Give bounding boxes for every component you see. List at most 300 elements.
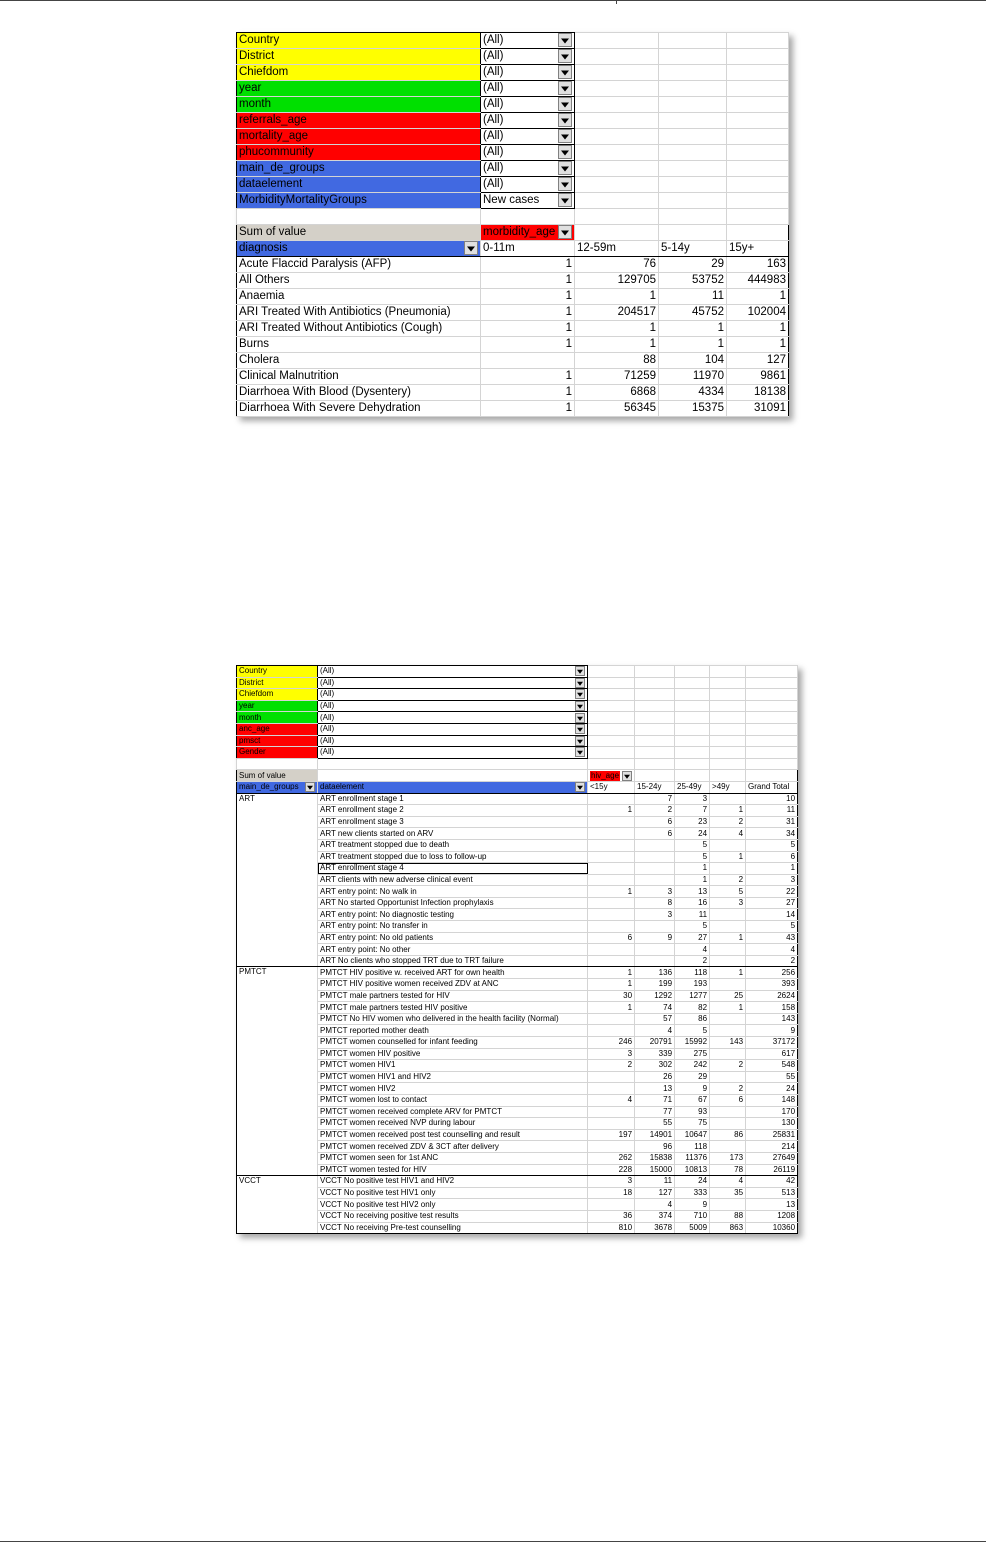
value-cell: 3 <box>588 1176 635 1188</box>
dataelement-label: ART enrollment stage 2 <box>318 805 588 817</box>
table-row <box>237 874 798 886</box>
column-header: >49y <box>710 781 746 793</box>
value-cell: 1 <box>588 1002 635 1014</box>
value-cell: 9861 <box>727 369 789 385</box>
filter-value-text: (All) <box>320 724 335 734</box>
table-row <box>237 909 798 921</box>
value-cell: 163 <box>727 257 789 273</box>
value-cell <box>588 1141 635 1153</box>
filter-dropdown-arrow-icon[interactable] <box>558 113 572 127</box>
table-row <box>237 1210 798 1222</box>
filter-dropdown-arrow-icon[interactable] <box>558 193 572 207</box>
filter-dropdown-arrow-icon[interactable] <box>575 724 585 734</box>
filter-value[interactable] <box>481 49 575 65</box>
empty-cell <box>710 758 746 770</box>
empty-cell <box>746 689 798 701</box>
value-cell <box>588 1071 635 1083</box>
filter-dropdown-arrow-icon[interactable] <box>558 33 572 47</box>
value-cell: 76 <box>575 257 659 273</box>
value-cell: 78 <box>710 1164 746 1176</box>
filter-value[interactable] <box>318 723 588 735</box>
value-cell: 197 <box>588 1129 635 1141</box>
value-cell: 1 <box>481 321 575 337</box>
value-cell: 75 <box>675 1118 710 1130</box>
value-cell <box>710 863 746 875</box>
empty-cell <box>588 677 635 689</box>
value-cell: 27 <box>675 932 710 944</box>
group-label: PMTCT <box>237 967 318 1176</box>
empty-cell <box>575 177 659 193</box>
value-cell <box>588 921 635 933</box>
filter-row <box>237 677 798 689</box>
filter-label: Gender <box>237 747 318 759</box>
value-cell: 1 <box>710 932 746 944</box>
empty-cell <box>746 723 798 735</box>
empty-cell <box>659 49 727 65</box>
filter-value-text: (All) <box>483 178 504 190</box>
value-cell <box>635 944 675 956</box>
filter-row <box>237 723 798 735</box>
value-cell: 43 <box>746 932 798 944</box>
value-cell: 1 <box>588 886 635 898</box>
value-cell <box>588 793 635 805</box>
value-cell: 25 <box>710 990 746 1002</box>
value-cell: 127 <box>635 1187 675 1199</box>
empty-cell <box>675 735 710 747</box>
column-header: 15y+ <box>727 241 789 257</box>
column-field-chip[interactable] <box>590 771 620 781</box>
filter-label: pmsct <box>237 735 318 747</box>
table-row <box>237 1094 798 1106</box>
value-cell: 3678 <box>635 1222 675 1234</box>
dataelement-label: VCCT No positive test HIV2 only <box>318 1199 588 1211</box>
filter-value[interactable] <box>318 700 588 712</box>
value-cell: 29 <box>675 1071 710 1083</box>
dataelement-label: ART entry point: No transfer in <box>318 921 588 933</box>
value-cell: 6 <box>588 932 635 944</box>
filter-row <box>237 145 789 161</box>
filter-value[interactable] <box>481 129 575 145</box>
value-cell: 5009 <box>675 1222 710 1234</box>
empty-cell <box>746 712 798 724</box>
filter-dropdown-arrow-icon[interactable] <box>558 177 572 191</box>
dataelement-label: PMTCT HIV positive w. received ART for own health <box>318 967 588 979</box>
value-cell: 15838 <box>635 1152 675 1164</box>
value-cell: 2 <box>746 955 798 967</box>
value-cell: 127 <box>727 353 789 369</box>
row-field-2-button[interactable] <box>318 781 588 793</box>
filter-row <box>237 177 789 193</box>
value-cell <box>588 839 635 851</box>
value-cell: 11376 <box>675 1152 710 1164</box>
value-cell: 2 <box>588 1060 635 1072</box>
filter-value-text: (All) <box>483 66 504 78</box>
dataelement-label: ART No started Opportunist Infection prophylaxis <box>318 897 588 909</box>
value-cell: 27649 <box>746 1152 798 1164</box>
value-cell: 193 <box>675 979 710 991</box>
value-cell: 204517 <box>575 305 659 321</box>
filter-label: Chiefdom <box>237 689 318 701</box>
filter-dropdown-arrow-icon[interactable] <box>575 701 585 711</box>
value-cell: 513 <box>746 1187 798 1199</box>
column-field-dropdown-icon[interactable] <box>622 771 632 781</box>
value-cell: 1208 <box>746 1210 798 1222</box>
empty-cell <box>710 689 746 701</box>
row-field-button[interactable] <box>237 241 481 257</box>
value-cell: 67 <box>675 1094 710 1106</box>
filter-dropdown-arrow-icon[interactable] <box>575 747 585 757</box>
dataelement-label: PMTCT reported mother death <box>318 1025 588 1037</box>
value-cell: 1 <box>710 967 746 979</box>
value-cell: 4 <box>635 1025 675 1037</box>
table-row <box>237 1037 798 1049</box>
value-cell: 3 <box>588 1048 635 1060</box>
value-cell: 31091 <box>727 401 789 417</box>
value-cell: 228 <box>588 1164 635 1176</box>
table-row <box>237 1106 798 1118</box>
empty-cell <box>588 723 635 735</box>
filter-value[interactable] <box>318 689 588 701</box>
dataelement-label: PMTCT women received post test counselling and result <box>318 1129 588 1141</box>
empty-cell <box>675 689 710 701</box>
value-cell: 1 <box>575 337 659 353</box>
value-cell <box>710 1013 746 1025</box>
value-cell: 102004 <box>727 305 789 321</box>
empty-cell <box>675 677 710 689</box>
empty-cell <box>710 700 746 712</box>
column-field-label: morbidity_age <box>483 226 556 238</box>
empty-cell <box>659 177 727 193</box>
filter-value[interactable] <box>481 145 575 161</box>
column-header: 0-11m <box>481 241 575 257</box>
column-header: 25-49y <box>675 781 710 793</box>
value-cell: 199 <box>635 979 675 991</box>
value-cell: 118 <box>675 1141 710 1153</box>
empty-cell <box>588 666 635 678</box>
value-cell: 1277 <box>675 990 710 1002</box>
value-cell: 710 <box>675 1210 710 1222</box>
value-cell: 10813 <box>675 1164 710 1176</box>
value-cell: 2 <box>710 1083 746 1095</box>
filter-value[interactable] <box>481 65 575 81</box>
group-label: VCCT <box>237 1176 318 1234</box>
value-cell: 262 <box>588 1152 635 1164</box>
empty-cell <box>588 700 635 712</box>
value-cell <box>635 955 675 967</box>
filter-dropdown-arrow-icon[interactable] <box>575 666 585 676</box>
empty-cell <box>710 666 746 678</box>
column-field-dropdown-icon[interactable] <box>558 225 572 239</box>
value-cell: 74 <box>635 1002 675 1014</box>
table-row <box>237 1187 798 1199</box>
value-cell: 1 <box>481 305 575 321</box>
value-cell: 23 <box>675 816 710 828</box>
row-field-dropdown-icon[interactable] <box>305 782 315 792</box>
column-header: 15-24y <box>635 781 675 793</box>
value-cell: 55 <box>635 1118 675 1130</box>
filter-label: main_de_groups <box>237 161 481 177</box>
dataelement-label: ART enrollment stage 1 <box>318 793 588 805</box>
filter-row <box>237 33 789 49</box>
value-cell: 77 <box>635 1106 675 1118</box>
value-cell: 10360 <box>746 1222 798 1234</box>
value-cell: 71259 <box>575 369 659 385</box>
empty-cell <box>746 735 798 747</box>
value-cell: 1 <box>481 369 575 385</box>
sum-header-row <box>237 770 798 782</box>
column-field-button[interactable] <box>481 225 575 241</box>
row-field-1-button[interactable] <box>237 781 318 793</box>
filter-dropdown-arrow-icon[interactable] <box>575 678 585 688</box>
filter-value-text: (All) <box>483 50 504 62</box>
filter-row <box>237 129 789 145</box>
empty-cell <box>659 161 727 177</box>
filter-value[interactable] <box>318 735 588 747</box>
filter-value[interactable] <box>481 97 575 113</box>
empty-cell <box>481 209 575 225</box>
value-cell: 18138 <box>727 385 789 401</box>
filter-value[interactable] <box>481 161 575 177</box>
empty-cell <box>710 747 746 759</box>
dataelement-label: ART treatment stopped due to death <box>318 839 588 851</box>
filter-dropdown-arrow-icon[interactable] <box>575 736 585 746</box>
empty-cell <box>659 209 727 225</box>
filter-value-text: (All) <box>483 114 504 126</box>
value-cell: 1 <box>575 321 659 337</box>
value-cell <box>588 816 635 828</box>
diagnosis-label: Diarrhoea With Severe Dehydration <box>237 401 481 417</box>
value-cell <box>588 955 635 967</box>
dataelement-label: ART entry point: No diagnostic testing <box>318 909 588 921</box>
empty-cell <box>635 747 675 759</box>
table-row <box>237 1013 798 1025</box>
empty-cell <box>675 747 710 759</box>
empty-cell <box>575 161 659 177</box>
table-row <box>237 828 798 840</box>
value-cell: 96 <box>635 1141 675 1153</box>
value-cell <box>588 1106 635 1118</box>
value-cell: 143 <box>746 1013 798 1025</box>
table-row <box>237 273 789 289</box>
value-cell: 82 <box>675 1002 710 1014</box>
filter-dropdown-arrow-icon[interactable] <box>558 129 572 143</box>
empty-cell <box>727 129 789 145</box>
value-cell: 8 <box>635 897 675 909</box>
value-cell: 1 <box>746 863 798 875</box>
filter-value[interactable] <box>481 81 575 97</box>
value-cell: 29 <box>659 257 727 273</box>
table-row <box>237 839 798 851</box>
filter-value-text: (All) <box>320 701 335 711</box>
table-row <box>237 369 789 385</box>
empty-cell <box>727 209 789 225</box>
diagnosis-label: All Others <box>237 273 481 289</box>
table-row <box>237 1152 798 1164</box>
value-cell: 1 <box>710 851 746 863</box>
value-cell: 26 <box>635 1071 675 1083</box>
diagnosis-label: ARI Treated With Antibiotics (Pneumonia) <box>237 305 481 321</box>
column-header: <15y <box>588 781 635 793</box>
value-cell <box>635 863 675 875</box>
filter-value-text: (All) <box>483 98 504 110</box>
value-cell: 11 <box>675 909 710 921</box>
value-cell: 130 <box>746 1118 798 1130</box>
dataelement-label: ART new clients started on ARV <box>318 828 588 840</box>
row-field-2-label: dataelement <box>320 782 365 792</box>
table-row <box>237 851 798 863</box>
filter-value[interactable] <box>318 666 588 678</box>
empty-cell <box>675 712 710 724</box>
table-row <box>237 1025 798 1037</box>
filter-dropdown-arrow-icon[interactable] <box>558 161 572 175</box>
value-cell <box>588 1013 635 1025</box>
empty-cell <box>575 193 659 209</box>
filter-value[interactable] <box>481 33 575 49</box>
table-row <box>237 337 789 353</box>
column-field-button[interactable] <box>588 770 635 782</box>
empty-cell <box>575 209 659 225</box>
empty-cell <box>710 712 746 724</box>
value-cell <box>710 1048 746 1060</box>
value-cell: 93 <box>675 1106 710 1118</box>
value-cell <box>588 1118 635 1130</box>
empty-cell <box>746 700 798 712</box>
empty-cell <box>675 770 710 782</box>
filter-value[interactable] <box>481 177 575 193</box>
value-cell: 6 <box>710 1094 746 1106</box>
dataelement-label: PMTCT women HIV2 <box>318 1083 588 1095</box>
empty-cell <box>710 677 746 689</box>
value-cell: 173 <box>710 1152 746 1164</box>
value-cell: 22 <box>746 886 798 898</box>
value-cell: 10647 <box>675 1129 710 1141</box>
filter-row <box>237 193 789 209</box>
empty-cell <box>710 770 746 782</box>
empty-cell <box>575 145 659 161</box>
value-cell: 339 <box>635 1048 675 1060</box>
row-field-1-label: main_de_groups <box>239 782 299 792</box>
column-header: 12-59m <box>575 241 659 257</box>
filter-value[interactable] <box>318 712 588 724</box>
value-cell: 170 <box>746 1106 798 1118</box>
filter-value[interactable] <box>318 677 588 689</box>
value-cell: 42 <box>746 1176 798 1188</box>
value-cell <box>588 909 635 921</box>
value-cell: 548 <box>746 1060 798 1072</box>
value-cell <box>710 1025 746 1037</box>
filter-dropdown-arrow-icon[interactable] <box>558 65 572 79</box>
dataelement-label: ART clients with new adverse clinical event <box>318 874 588 886</box>
empty-cell <box>588 735 635 747</box>
filter-label: Chiefdom <box>237 65 481 81</box>
empty-cell <box>675 666 710 678</box>
filter-dropdown-arrow-icon[interactable] <box>575 689 585 699</box>
empty-cell <box>635 712 675 724</box>
filter-dropdown-arrow-icon[interactable] <box>558 97 572 111</box>
filter-row <box>237 113 789 129</box>
filter-value[interactable] <box>481 193 575 209</box>
empty-cell <box>727 97 789 113</box>
filter-value[interactable] <box>481 113 575 129</box>
filter-value-text: (All) <box>320 689 335 699</box>
value-cell: 9 <box>675 1083 710 1095</box>
filter-value[interactable] <box>318 747 588 759</box>
value-cell: 86 <box>675 1013 710 1025</box>
value-cell: 26119 <box>746 1164 798 1176</box>
empty-cell <box>575 225 659 241</box>
empty-cell <box>318 758 588 770</box>
empty-cell <box>635 666 675 678</box>
value-cell: 374 <box>635 1210 675 1222</box>
filter-label: year <box>237 81 481 97</box>
value-cell <box>710 839 746 851</box>
empty-cell <box>659 113 727 129</box>
value-cell: 34 <box>746 828 798 840</box>
dataelement-label: ART entry point: No walk in <box>318 886 588 898</box>
value-cell: 444983 <box>727 273 789 289</box>
filter-label: District <box>237 49 481 65</box>
value-cell: 1 <box>727 337 789 353</box>
filter-dropdown-arrow-icon[interactable] <box>558 49 572 63</box>
table-row <box>237 921 798 933</box>
row-field-dropdown-icon[interactable] <box>575 782 585 792</box>
empty-cell <box>588 758 635 770</box>
value-cell: 86 <box>710 1129 746 1141</box>
filter-dropdown-arrow-icon[interactable] <box>575 713 585 723</box>
filter-row <box>237 712 798 724</box>
dataelement-label: ART enrollment stage 3 <box>318 816 588 828</box>
filter-label: mortality_age <box>237 129 481 145</box>
row-field-dropdown-icon[interactable] <box>464 241 478 255</box>
value-cell: 30 <box>588 990 635 1002</box>
value-cell: 242 <box>675 1060 710 1072</box>
value-cell: 2 <box>635 805 675 817</box>
empty-cell <box>575 81 659 97</box>
empty-cell <box>710 723 746 735</box>
value-cell: 45752 <box>659 305 727 321</box>
value-cell: 27 <box>746 897 798 909</box>
value-cell: 4334 <box>659 385 727 401</box>
dataelement-label: VCCT No positive test HIV1 and HIV2 <box>318 1176 588 1188</box>
value-cell: 6868 <box>575 385 659 401</box>
value-cell: 4 <box>710 1176 746 1188</box>
value-cell: 256 <box>746 967 798 979</box>
empty-cell <box>727 113 789 129</box>
empty-cell <box>635 700 675 712</box>
table-row <box>237 385 789 401</box>
value-cell: 1 <box>588 805 635 817</box>
value-cell: 5 <box>675 851 710 863</box>
empty-cell <box>575 97 659 113</box>
dataelement-label: ART enrollment stage 4 <box>318 863 588 875</box>
value-cell: 6 <box>746 851 798 863</box>
table-row <box>237 1060 798 1072</box>
table-row <box>237 990 798 1002</box>
column-header: 5-14y <box>659 241 727 257</box>
sum-of-value-label: Sum of value <box>237 225 481 241</box>
value-cell: 9 <box>635 932 675 944</box>
value-cell: 1 <box>710 1002 746 1014</box>
dataelement-label: PMTCT women tested for HIV <box>318 1164 588 1176</box>
filter-dropdown-arrow-icon[interactable] <box>558 145 572 159</box>
value-cell: 13 <box>746 1199 798 1211</box>
table-row <box>237 897 798 909</box>
value-cell: 1292 <box>635 990 675 1002</box>
filter-dropdown-arrow-icon[interactable] <box>558 81 572 95</box>
value-cell: 11 <box>659 289 727 305</box>
value-cell: 4 <box>675 944 710 956</box>
page-top-border <box>0 0 986 1</box>
